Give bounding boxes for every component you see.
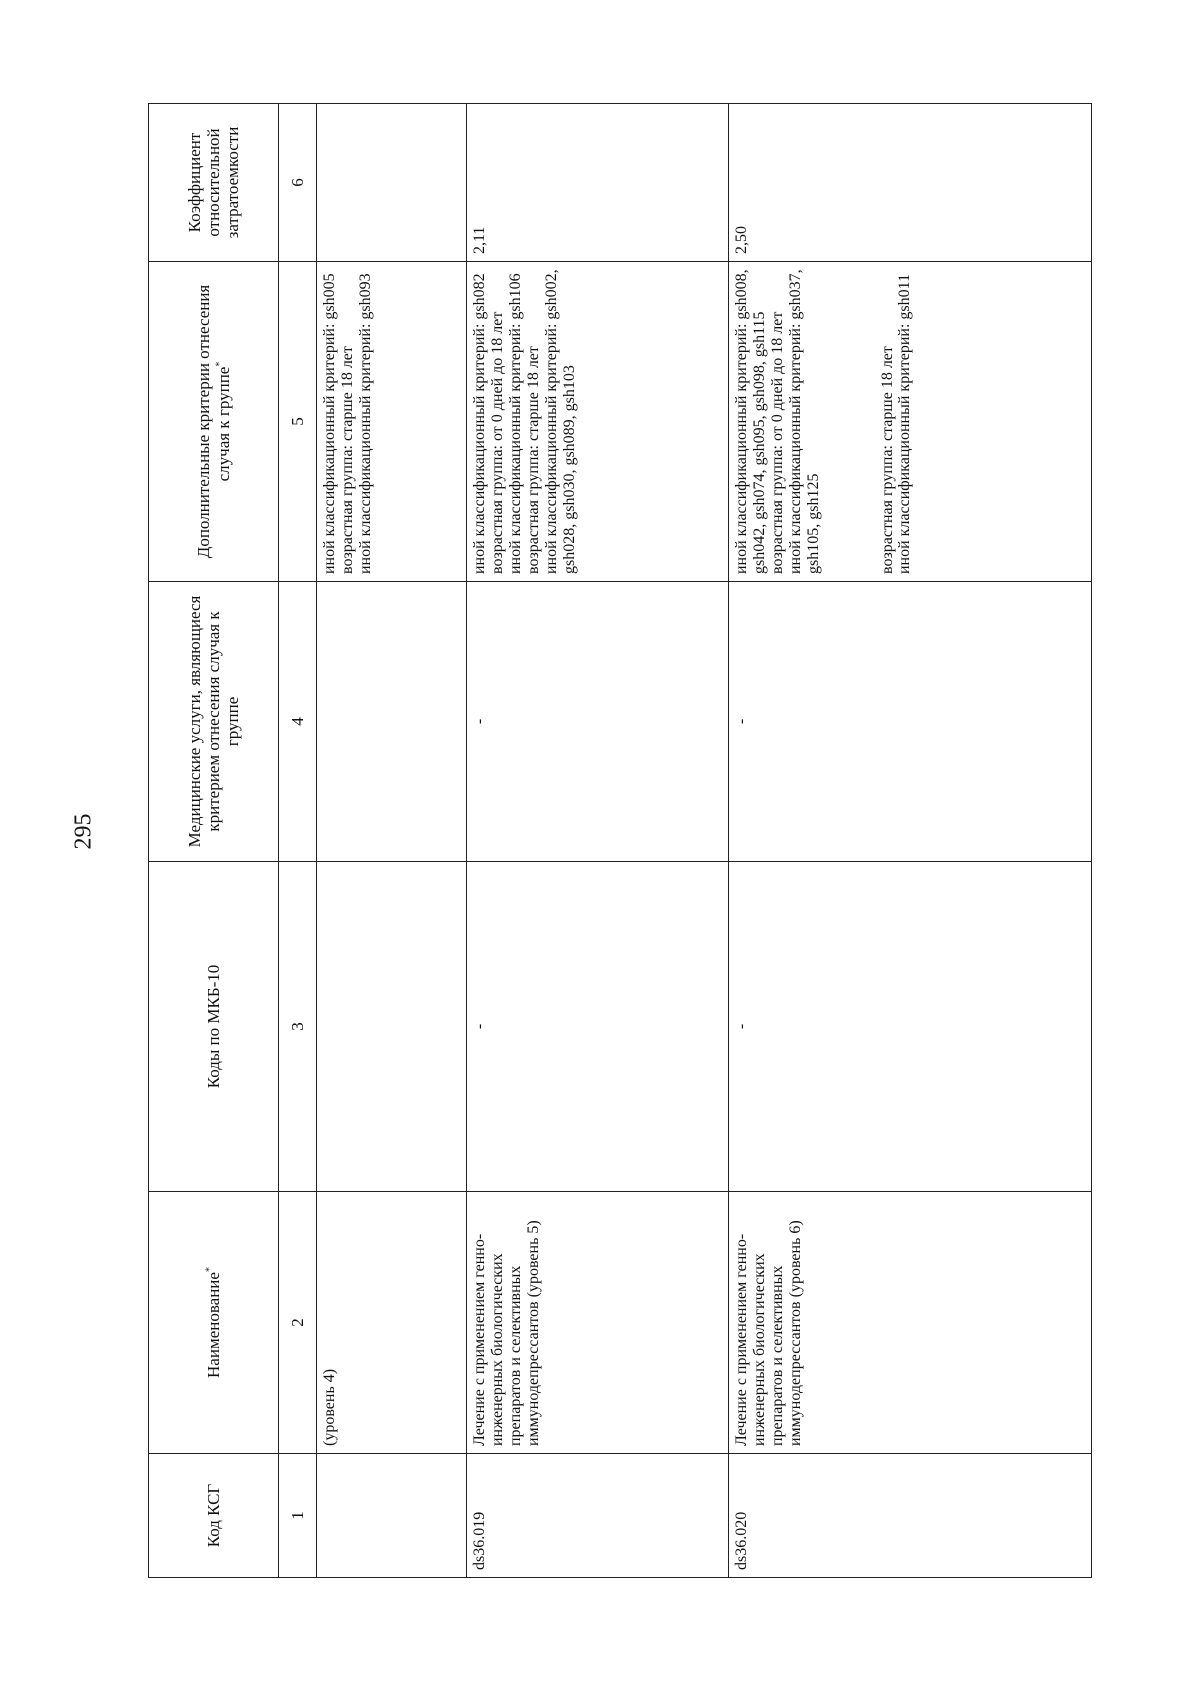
column-number: 5: [279, 262, 317, 582]
cell-coefficient: [317, 104, 467, 262]
cell-coefficient: 2,50: [729, 104, 1092, 262]
cell-mkb-codes: [317, 862, 467, 1192]
header-mkb-codes: Коды по МКБ-10: [149, 862, 279, 1192]
cell-additional-criteria: иной классификационный критерий: gsh008, gsh042, gsh074, gsh095, gsh098, gsh115 возрастная группа: от 0 дней до 18 лет иной классификационный критерий: gsh037, gsh105, gsh125 возрастная группа: старше 18 лет иной классификационный критерий: gsh011: [729, 262, 1092, 582]
table-row: [467, 104, 729, 1578]
cell-ksg-code: ds36.019: [467, 1454, 729, 1578]
cell-additional-criteria: иной классификационный критерий: gsh005 возрастная группа: старше 18 лет иной классификационный критерий: gsh093: [317, 262, 467, 582]
column-number: 4: [279, 582, 317, 862]
table-row: [317, 104, 467, 1578]
column-number: 6: [279, 104, 317, 262]
header-ksg-code: Код КСГ: [149, 1454, 279, 1578]
cell-coefficient: 2,11: [467, 104, 729, 262]
cell-medical-services: [317, 582, 467, 862]
ksg-table: [148, 103, 1092, 1578]
table-header-row: [149, 104, 279, 1578]
column-number: 1: [279, 1454, 317, 1578]
header-name: Наименование*: [149, 1192, 279, 1454]
cell-mkb-codes: -: [729, 862, 1092, 1192]
cell-name: Лечение с применением генно-инженерных биологических препаратов и селективных иммунодепрессантов (уровень 6): [729, 1192, 1092, 1454]
cell-medical-services: -: [729, 582, 1092, 862]
cell-ksg-code: [317, 1454, 467, 1578]
cell-medical-services: -: [467, 582, 729, 862]
page-number: 295: [70, 813, 97, 850]
column-number: 3: [279, 862, 317, 1192]
cell-mkb-codes: -: [467, 862, 729, 1192]
cell-name: Лечение с применением генно-инженерных биологических препаратов и селективных иммунодепрессантов (уровень 5): [467, 1192, 729, 1454]
column-number-row: [279, 104, 317, 1578]
rotated-table-container: [148, 104, 1092, 1578]
header-medical-services: Медицинские услуги, являющиеся критерием отнесения случая к группе: [149, 582, 279, 862]
header-additional-criteria: Дополнительные критерии отнесения случая к группе*: [149, 262, 279, 582]
cell-additional-criteria: иной классификационный критерий: gsh082 возрастная группа: от 0 дней до 18 лет иной классификационный критерий: gsh106 возрастная группа: старше 18 лет иной классификационный критерий: gsh002, gsh028, gsh030, gsh089, gsh103: [467, 262, 729, 582]
header-coefficient: Коэффициент относительной затратоемкости: [149, 104, 279, 262]
cell-ksg-code: ds36.020: [729, 1454, 1092, 1578]
table-row: [729, 104, 1092, 1578]
column-number: 2: [279, 1192, 317, 1454]
cell-name: (уровень 4): [317, 1192, 467, 1454]
